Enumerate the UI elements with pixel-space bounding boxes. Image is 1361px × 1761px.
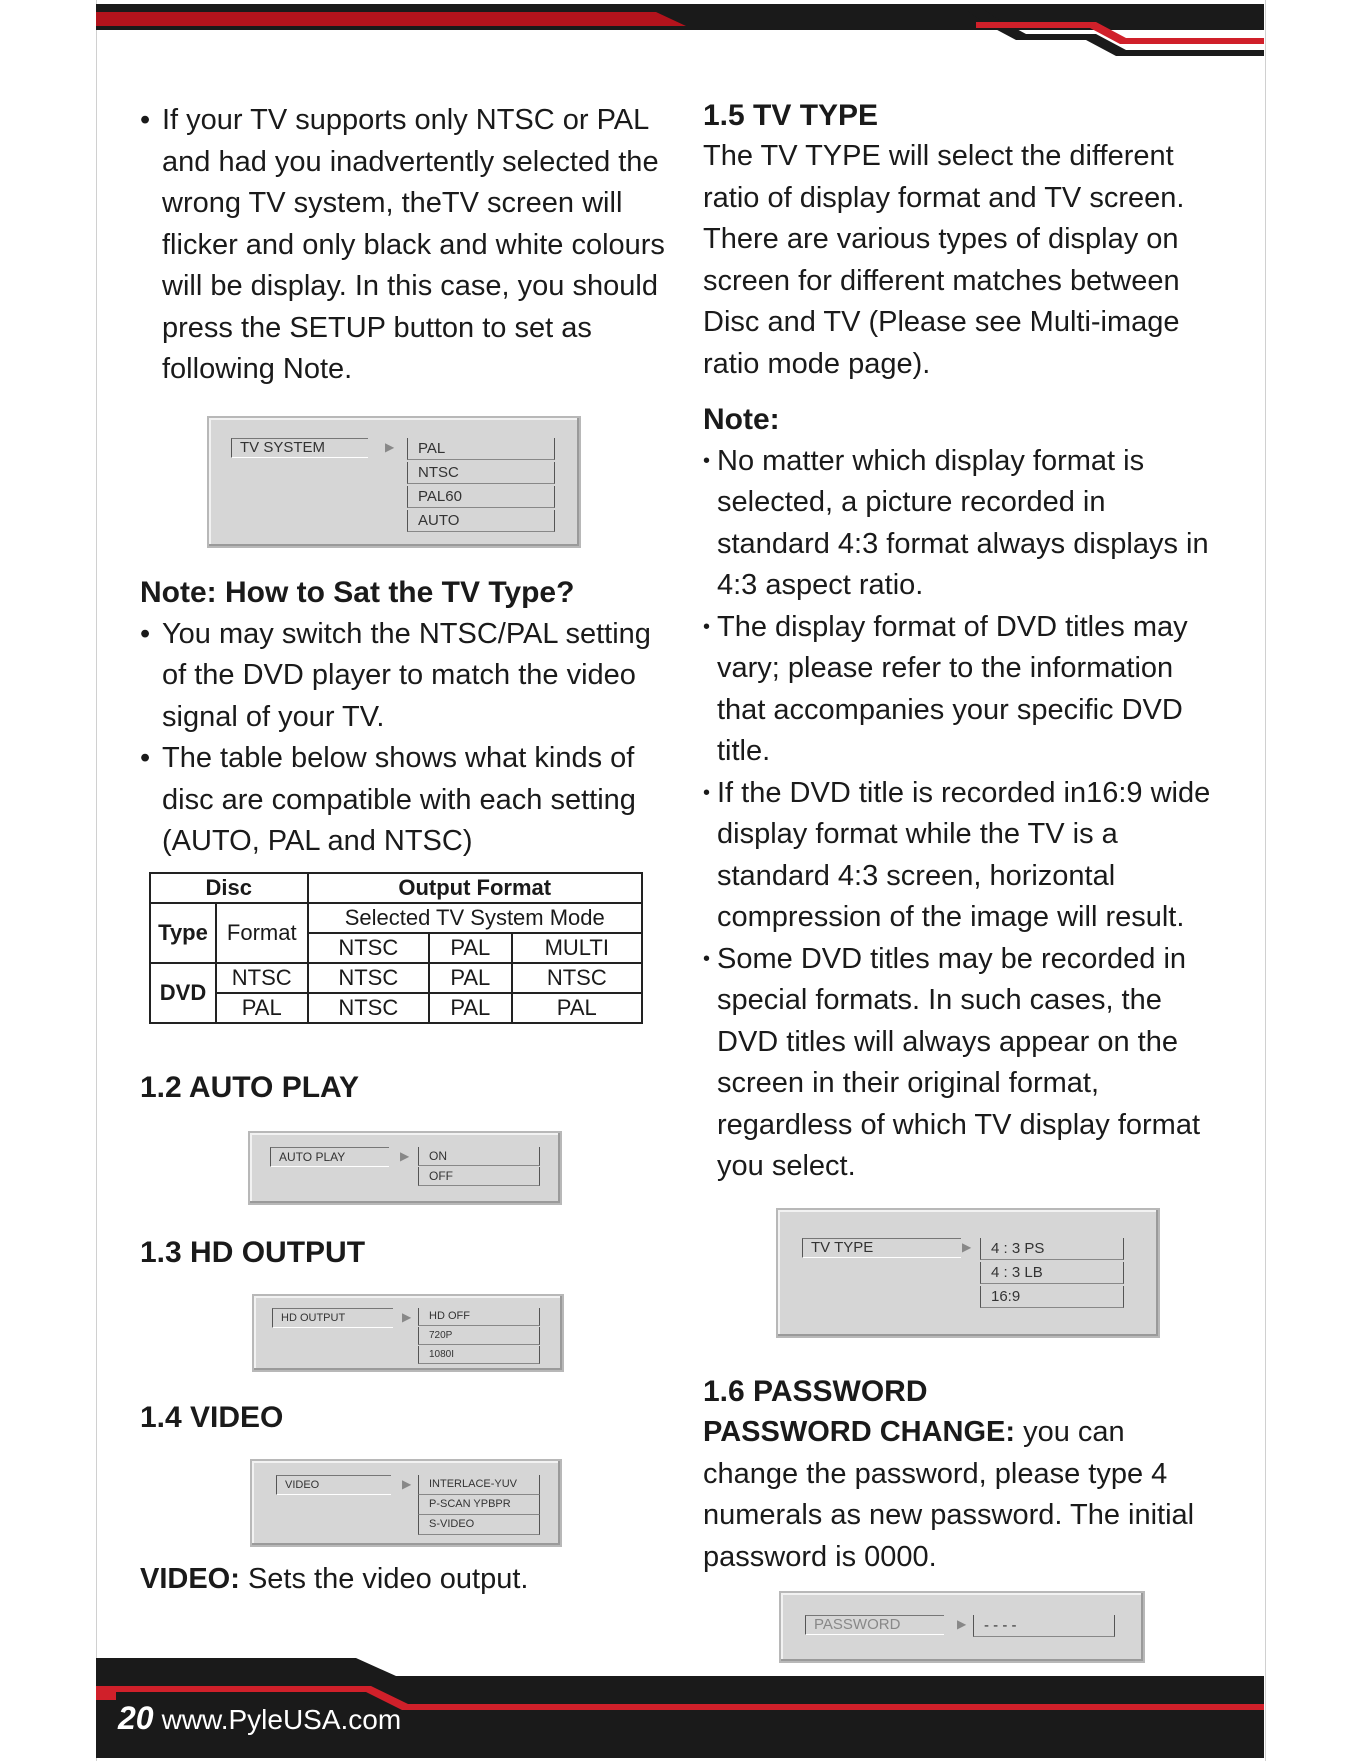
- tv-type-heading: 1.5 TV TYPE: [703, 99, 879, 132]
- password-menu: [779, 1591, 1145, 1663]
- menu-label: AUTO PLAY: [270, 1147, 389, 1167]
- arrow-right-icon: ▶: [400, 1149, 410, 1163]
- menu-label: HD OUTPUT: [272, 1308, 393, 1328]
- menu-label: VIDEO: [276, 1475, 391, 1495]
- left-note-section: [140, 572, 680, 863]
- menu-option[interactable]: 4 : 3 PS: [980, 1238, 1124, 1260]
- compatibility-table: [149, 872, 643, 1024]
- table-header: Output Format: [308, 873, 643, 903]
- table-cell: PAL: [216, 993, 308, 1023]
- tv-type-description: The TV TYPE will select the different ratio of display format and TV screen. There are various types of display on screen for different matches between Disc and TV (Please see Multi-image ratio mode page).: [703, 140, 1185, 380]
- table-cell: NTSC: [512, 963, 642, 993]
- page-number: 20: [118, 1700, 154, 1736]
- tv-system-menu: [207, 416, 581, 548]
- arrow-right-icon: ▶: [962, 1240, 972, 1254]
- right-column: [703, 96, 1223, 1188]
- website-link[interactable]: www.PyleUSA.com: [161, 1704, 402, 1735]
- note-bullet: • If the DVD title is recorded in16:9 wide display format while the TV is a standard 4:3 screen, horizontal compression of the image will result.: [703, 773, 1223, 939]
- menu-option[interactable]: NTSC: [407, 462, 555, 484]
- arrow-right-icon: ▶: [402, 1477, 412, 1491]
- auto-play-heading: 1.2 AUTO PLAY: [140, 1071, 359, 1104]
- table-header: MULTI: [512, 933, 642, 963]
- menu-option[interactable]: 4 : 3 LB: [980, 1262, 1124, 1284]
- password-input[interactable]: - - - -: [973, 1615, 1115, 1637]
- menu-label: TV TYPE: [802, 1238, 961, 1258]
- table-header: Type: [150, 903, 216, 963]
- menu-option[interactable]: ON: [418, 1147, 540, 1166]
- table-header: PAL: [429, 933, 511, 963]
- hd-output-menu: [252, 1294, 564, 1372]
- table-cell: PAL: [512, 993, 642, 1023]
- header-band: [96, 4, 1264, 56]
- left-column: [140, 100, 680, 391]
- menu-option[interactable]: P-SCAN YPBPR: [418, 1495, 540, 1515]
- menu-option[interactable]: INTERLACE-YUV: [418, 1475, 540, 1495]
- auto-play-menu: [248, 1131, 562, 1205]
- menu-option[interactable]: PAL60: [407, 486, 555, 508]
- table-header: Disc: [150, 873, 308, 903]
- password-desc-text: you can change the password, please type 4 numerals as new password. The initial password is 0000.: [703, 1416, 1195, 1573]
- table-cell: NTSC: [308, 993, 430, 1023]
- menu-option[interactable]: AUTO: [407, 510, 555, 532]
- table-header: Format: [216, 903, 308, 963]
- intro-bullet: • If your TV supports only NTSC or PAL and had you inadvertently selected the wrong TV system, theTV screen will flicker and only black and white colours will be display. In this case, you should press the SETUP button to set as following Note.: [140, 100, 680, 391]
- menu-option[interactable]: S-VIDEO: [418, 1515, 540, 1535]
- menu-label: PASSWORD: [805, 1615, 944, 1635]
- menu-option[interactable]: 1080I: [418, 1346, 540, 1364]
- menu-option[interactable]: OFF: [418, 1167, 540, 1186]
- menu-label: TV SYSTEM: [231, 438, 368, 458]
- menu-option[interactable]: HD OFF: [418, 1308, 540, 1326]
- footer: [118, 1700, 401, 1737]
- table-cell: NTSC: [308, 963, 430, 993]
- arrow-right-icon: ▶: [957, 1617, 967, 1631]
- menu-option[interactable]: 720P: [418, 1327, 540, 1345]
- table-header: NTSC: [308, 933, 430, 963]
- password-section: [703, 1372, 1223, 1578]
- arrow-right-icon: ▶: [385, 440, 395, 454]
- note-heading: Note:: [703, 403, 780, 436]
- note-bullet: • The table below shows what kinds of disc are compatible with each setting (AUTO, PAL and NTSC): [140, 738, 680, 863]
- video-desc-label: VIDEO:: [140, 1563, 240, 1595]
- table-cell: DVD: [150, 963, 216, 1023]
- note-bullet: • You may switch the NTSC/PAL setting of the DVD player to match the video signal of your TV.: [140, 614, 680, 739]
- menu-option[interactable]: PAL: [407, 438, 555, 460]
- password-description: [703, 1412, 1223, 1578]
- menu-option[interactable]: 16:9: [980, 1286, 1124, 1308]
- video-description: [140, 1563, 529, 1596]
- video-menu: [250, 1459, 562, 1547]
- table-cell: NTSC: [216, 963, 308, 993]
- note-heading: Note: How to Sat the TV Type?: [140, 576, 575, 609]
- password-desc-label: PASSWORD CHANGE:: [703, 1416, 1016, 1448]
- note-bullet: • Some DVD titles may be recorded in special formats. In such cases, the DVD titles will always appear on the screen in their original format, regardless of which TV display format you select.: [703, 939, 1223, 1188]
- hd-output-heading: 1.3 HD OUTPUT: [140, 1236, 366, 1269]
- tv-type-menu: [776, 1208, 1160, 1338]
- table-cell: PAL: [429, 963, 511, 993]
- video-desc-text: Sets the video output.: [239, 1563, 529, 1595]
- table-header: Selected TV System Mode: [308, 903, 643, 933]
- table-cell: PAL: [429, 993, 511, 1023]
- note-bullet: • The display format of DVD titles may vary; please refer to the information that accompanies your specific DVD title.: [703, 607, 1223, 773]
- note-bullet: • No matter which display format is selected, a picture recorded in standard 4:3 format always displays in 4:3 aspect ratio.: [703, 441, 1223, 607]
- video-heading: 1.4 VIDEO: [140, 1401, 284, 1434]
- password-heading: 1.6 PASSWORD: [703, 1375, 928, 1408]
- arrow-right-icon: ▶: [402, 1310, 412, 1324]
